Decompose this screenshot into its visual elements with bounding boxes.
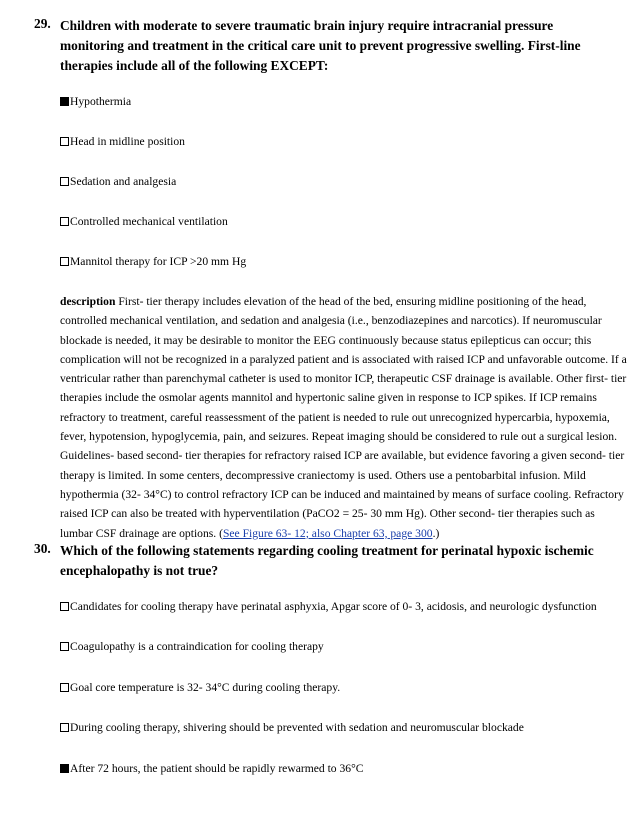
question-number: 30.	[34, 541, 51, 556]
checkbox-icon[interactable]	[60, 257, 69, 266]
checkbox-icon[interactable]	[60, 177, 69, 186]
option-30-d[interactable]	[60, 721, 524, 734]
option-29-a[interactable]	[60, 95, 131, 108]
option-label: After 72 hours, the patient should be rapidly rewarmed to 36°C	[70, 762, 364, 775]
option-label: Candidates for cooling therapy have perinatal asphyxia, Apgar score of 0- 3, acidosis, and neurologic dysfunction	[70, 600, 597, 613]
explanation-29	[60, 292, 628, 543]
option-label: Controlled mechanical ventilation	[70, 215, 228, 228]
checkbox-icon[interactable]	[60, 683, 69, 692]
reference-link[interactable]: See Figure 63- 12; also Chapter 63, page 300	[222, 526, 433, 540]
checkbox-icon[interactable]	[60, 723, 69, 732]
description-end: .)	[432, 526, 440, 540]
option-29-d[interactable]	[60, 215, 228, 228]
option-label: Sedation and analgesia	[70, 175, 177, 188]
question-text: Children with moderate to severe traumatic brain injury require intracranial pressure monitoring and treatment in the critical care unit to prevent progressive swelling. First-line therapies include all of the following EXCEPT:	[60, 18, 581, 73]
option-30-e[interactable]	[60, 762, 363, 775]
option-30-a[interactable]	[60, 600, 597, 613]
question-30	[34, 541, 614, 581]
description-label: description	[60, 295, 116, 308]
question-29	[34, 16, 614, 76]
option-label: Mannitol therapy for ICP >20 mm Hg	[70, 255, 247, 268]
description-text: First- tier therapy includes elevation of the head of the bed, ensuring midline positioning of the head, controlled mechanical ventilation, and sedation and analgesia (i.e., benzodiazepines and narcotics). If neuromuscular blockade is needed, it may be desirable to monitor the EEG continuously because status epilepticus can occur; this complication will not be recognized in a paralyzed patient and is associated with raised ICP and unfavorable outcome. If a ventricular rather than parenchymal catheter is used to monitor ICP, therapeutic CSF drainage is available. Other first- tier therapies include the osmolar agents mannitol and hypertonic saline given in response to ICP spikes. If ICP remains refractory to treatment, careful reassessment of the patient is needed to rule out unrecognized hypercarbia, hypoxemia, fever, hypotension, hypoglycemia, pain, and seizures. Repeat imaging should be considered to rule out a surgical lesion. Guidelines- based second- tier therapies for refractory raised ICP are available, but evidence favoring a given second- tier therapy is limited. In some centers, decompressive craniectomy is used. Others use a pentobarbital infusion. Mild hypothermia (32- 34°C) to control refractory ICP can be induced and maintained by means of surface cooling. Refractory raised ICP can also be treated with hyperventilation (PaCO2 = 25- 30 mm Hg). Other second- tier therapies such as lumbar CSF drainage are options. (	[60, 295, 627, 540]
option-30-c[interactable]	[60, 681, 340, 694]
question-text: Which of the following statements regarding cooling treatment for perinatal hypoxic ischemic encephalopathy is not true?	[60, 543, 594, 578]
checkbox-checked-icon[interactable]	[60, 764, 69, 773]
option-29-b[interactable]	[60, 135, 185, 148]
checkbox-icon[interactable]	[60, 137, 69, 146]
option-label: Head in midline position	[70, 135, 185, 148]
option-29-e[interactable]	[60, 255, 246, 268]
option-label: Coagulopathy is a contraindication for cooling therapy	[70, 640, 324, 653]
checkbox-icon[interactable]	[60, 602, 69, 611]
question-number: 29.	[34, 16, 51, 31]
option-29-c[interactable]	[60, 175, 176, 188]
checkbox-checked-icon[interactable]	[60, 97, 69, 106]
option-label: Goal core temperature is 32- 34°C during cooling therapy.	[70, 681, 341, 694]
option-label: Hypothermia	[70, 95, 132, 108]
checkbox-icon[interactable]	[60, 217, 69, 226]
option-label: During cooling therapy, shivering should be prevented with sedation and neuromuscular blockade	[70, 721, 524, 734]
option-30-b[interactable]	[60, 640, 324, 653]
checkbox-icon[interactable]	[60, 642, 69, 651]
